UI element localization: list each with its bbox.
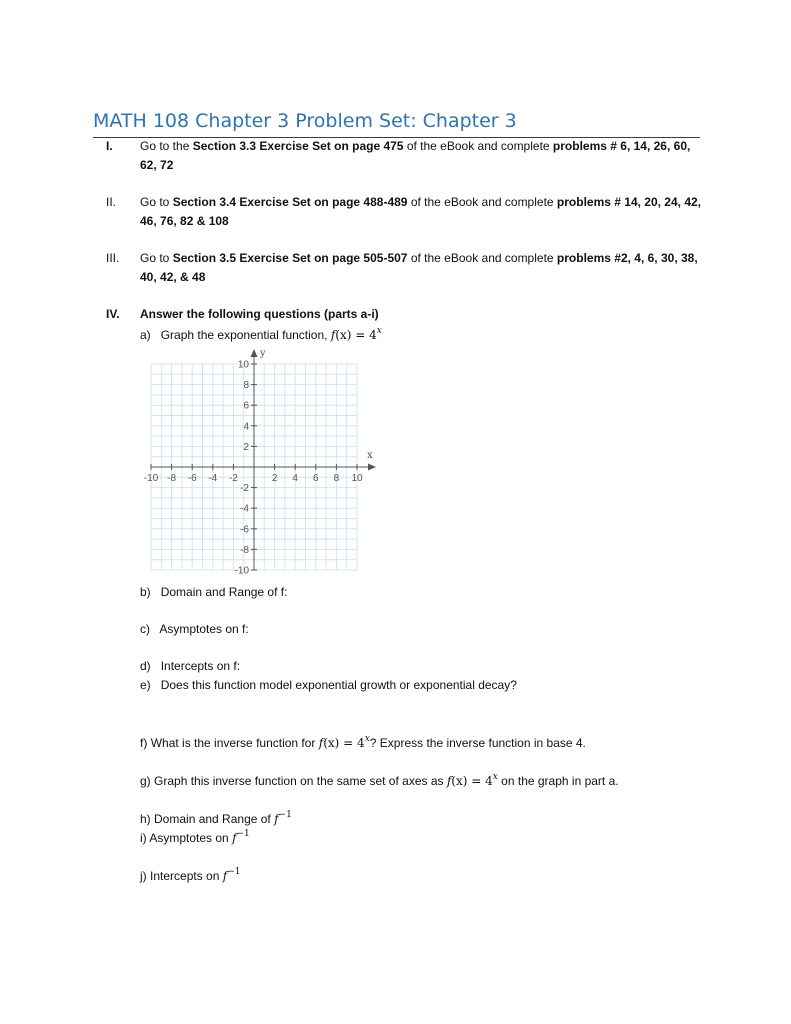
section-numeral: II. xyxy=(106,195,117,209)
question-text: ? Express the inverse function in base 4. xyxy=(369,736,586,750)
section-text-part: Go to the xyxy=(140,139,193,153)
question-text: What is the inverse function for xyxy=(150,736,319,750)
function-name: f xyxy=(222,869,228,883)
question-label: g) xyxy=(140,774,151,788)
x-tick-label: 6 xyxy=(313,473,319,484)
section-text xyxy=(140,137,703,175)
section-heading xyxy=(140,305,703,324)
section-text-part: Go to xyxy=(140,251,173,265)
question-text: on the graph in part a. xyxy=(497,774,619,788)
function-name: f xyxy=(318,736,324,750)
function-argument: (x) xyxy=(451,774,468,788)
x-tick-label: 8 xyxy=(333,473,340,484)
function-name: f xyxy=(274,812,279,826)
y-tick-label: -6 xyxy=(240,524,249,536)
question-text: Asymptotes on f: xyxy=(159,622,249,636)
section-numeral: III. xyxy=(106,251,120,265)
question-text: Domain and Range of f: xyxy=(160,585,288,599)
section-iii xyxy=(93,249,703,287)
y-tick-label: 8 xyxy=(243,380,249,392)
section-text xyxy=(140,193,703,231)
equals-sign: = xyxy=(351,328,370,342)
function-name: f xyxy=(330,328,336,342)
section-reference: Section 3.5 Exercise Set on page 505-507 xyxy=(172,251,408,265)
question-b xyxy=(140,584,287,600)
question-label: h) xyxy=(140,812,151,826)
section-iv xyxy=(93,305,703,324)
question-label: c) xyxy=(140,622,150,636)
question-j xyxy=(140,868,240,884)
function-exponent: x xyxy=(376,326,382,336)
question-f xyxy=(140,735,586,751)
question-label: e) xyxy=(140,678,151,692)
x-axis-arrow-icon xyxy=(368,464,376,471)
question-label: f) xyxy=(140,736,148,750)
question-text: Domain and Range of xyxy=(154,812,275,826)
function-base: 4 xyxy=(369,328,377,342)
y-tick-label: -10 xyxy=(234,565,249,576)
x-tick-label: -6 xyxy=(187,473,197,484)
y-tick-labels xyxy=(235,360,250,577)
question-i xyxy=(140,830,250,846)
x-tick-label: -10 xyxy=(143,473,159,484)
function-exponent: x xyxy=(492,772,498,782)
x-tick-label: -4 xyxy=(208,473,218,484)
function-base: 4 xyxy=(485,774,493,788)
function-base: 4 xyxy=(357,736,365,750)
y-axis-arrow-icon xyxy=(251,349,258,357)
x-tick-labels xyxy=(144,473,363,484)
problem-list: problems # 14, 20, 24, 42, 46, 76, 82 & 108 xyxy=(140,195,702,228)
equals-sign: = xyxy=(467,774,486,788)
y-tick-label: 2 xyxy=(243,441,249,453)
y-axis-label: y xyxy=(260,348,266,359)
inverse-exponent: −1 xyxy=(227,867,241,877)
section-text-part: of the eBook and complete xyxy=(407,251,557,265)
question-text: Graph the exponential function, xyxy=(160,328,331,342)
function-expression xyxy=(447,774,498,788)
x-tick-label: -2 xyxy=(228,473,238,484)
question-label: d) xyxy=(140,659,151,673)
question-a xyxy=(140,327,382,343)
question-h xyxy=(140,811,292,827)
section-text-part: of the eBook and complete xyxy=(403,139,553,153)
section-text-part: Go to xyxy=(140,195,173,209)
inverse-function xyxy=(223,869,241,883)
question-d xyxy=(140,658,240,674)
x-tick-label: -8 xyxy=(167,473,177,484)
function-expression xyxy=(331,328,382,342)
inverse-exponent: −1 xyxy=(278,810,292,820)
problem-list: problems # 6, 14, 26, 60, 62, 72 xyxy=(140,139,691,172)
x-tick-label: 2 xyxy=(271,473,278,484)
section-text xyxy=(140,249,703,287)
function-argument: (x) xyxy=(335,328,352,342)
section-i xyxy=(93,137,703,175)
function-argument: (x) xyxy=(323,736,340,750)
question-label: j) xyxy=(140,869,147,883)
y-tick-label: 6 xyxy=(243,400,249,412)
inverse-function xyxy=(232,831,250,845)
y-tick-label: 10 xyxy=(237,359,249,371)
equals-sign: = xyxy=(339,736,358,750)
function-name: f xyxy=(446,774,452,788)
question-c xyxy=(140,621,249,637)
x-axis-label: x xyxy=(367,450,373,461)
axes xyxy=(151,349,376,570)
x-tick-label: 10 xyxy=(351,473,363,484)
page-title: MATH 108 Chapter 3 Problem Set: Chapter 3 xyxy=(93,110,517,132)
question-text: Asymptotes on xyxy=(149,831,233,845)
y-tick-label: -2 xyxy=(240,483,249,495)
section-text-part: of the eBook and complete xyxy=(407,195,557,209)
inverse-exponent: −1 xyxy=(236,829,250,839)
section-numeral: IV. xyxy=(106,307,120,321)
question-label: a) xyxy=(140,328,151,342)
function-exponent: x xyxy=(364,734,370,744)
question-text: Intercepts on f: xyxy=(160,659,241,673)
function-expression xyxy=(319,736,370,750)
question-e xyxy=(140,677,517,693)
question-text: Intercepts on xyxy=(150,869,223,883)
inverse-function xyxy=(274,812,292,826)
question-g xyxy=(140,773,619,789)
question-text: Graph this inverse function on the same set of axes as xyxy=(154,774,447,788)
question-text: Does this function model exponential growth or exponential decay? xyxy=(160,678,517,692)
y-tick-label: -4 xyxy=(240,503,249,515)
question-label: i) xyxy=(140,831,147,845)
coordinate-grid[interactable] xyxy=(140,346,380,576)
section-reference: Section 3.4 Exercise Set on page 488-489 xyxy=(172,195,408,209)
question-label: b) xyxy=(140,585,151,599)
section-heading-text: Answer the following questions (parts a-i) xyxy=(140,307,379,321)
y-tick-label: -8 xyxy=(240,544,249,556)
section-ii xyxy=(93,193,703,231)
section-reference: Section 3.3 Exercise Set on page 475 xyxy=(192,139,404,153)
problem-list: problems #2, 4, 6, 30, 38, 40, 42, & 48 xyxy=(140,251,698,284)
y-tick-label: 4 xyxy=(243,421,249,433)
x-tick-label: 4 xyxy=(292,473,298,484)
section-numeral: I. xyxy=(106,139,113,153)
function-name: f xyxy=(232,831,237,845)
